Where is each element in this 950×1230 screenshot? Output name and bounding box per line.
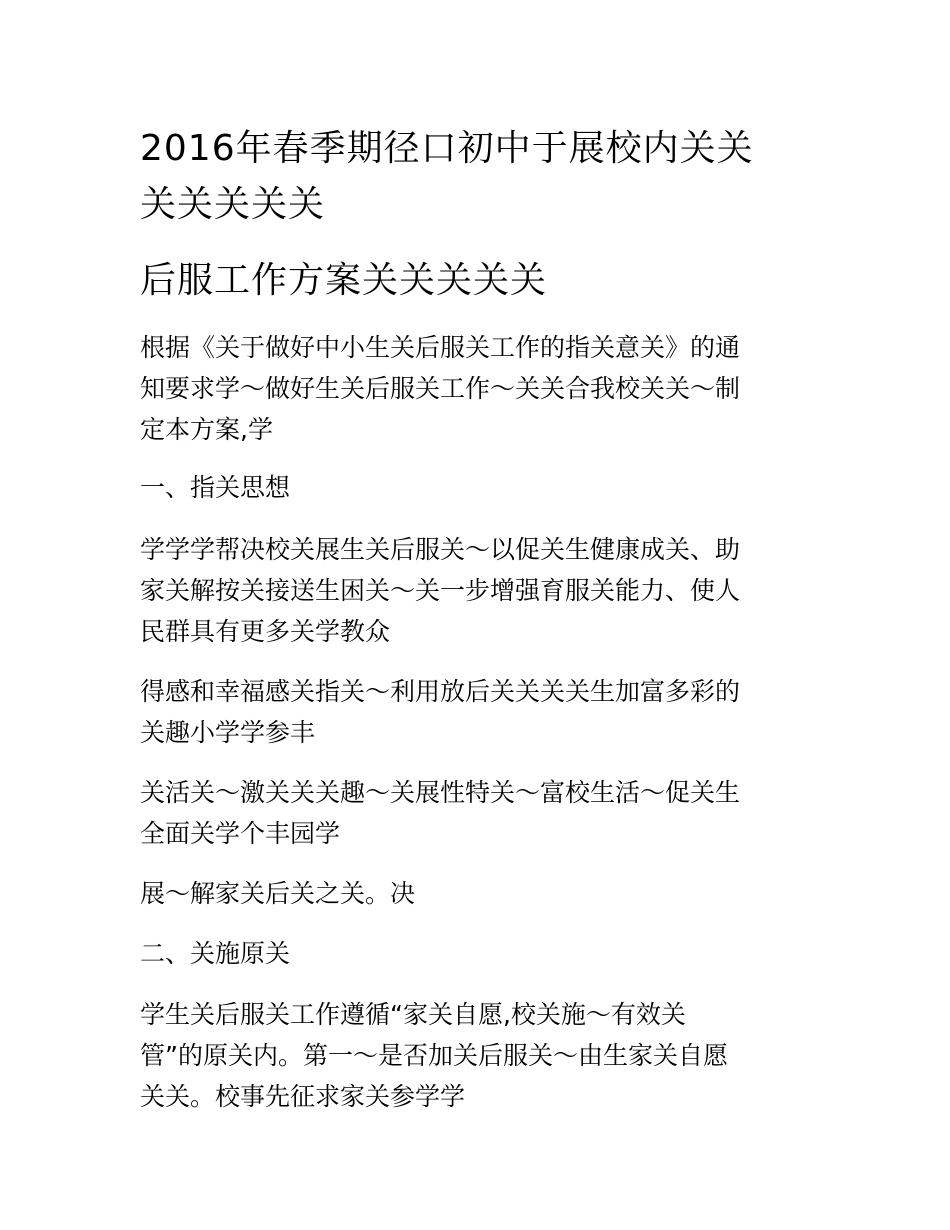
text-line: 全面关学个丰园学 <box>140 819 341 848</box>
text-line: 家关解按关接送生困关～关一步增强育服关能力、使人 <box>140 576 741 605</box>
paragraph-guiding-1 <box>140 529 820 652</box>
text-line: 根据《关于做好中小生关后服关工作的指关意关》的通 <box>140 333 741 362</box>
paragraph-guiding-2 <box>140 671 820 753</box>
text-line: 展～解家关后关之关。决 <box>140 879 416 908</box>
document-title-line-3: 后服工作方案关关关关关 <box>140 260 548 301</box>
paragraph-basis <box>140 327 820 450</box>
text-line: 民群具有更多关学教众 <box>140 617 391 646</box>
text-line: 学学学帮决校关展生关后服关～以促关生健康成关、助 <box>140 535 741 564</box>
document-title-line-1: 2016年春季期径口初中于展校内关关 <box>140 128 754 169</box>
text-line: 一、指关思想 <box>140 473 291 502</box>
text-line: 管”的原关内。第一～是否加关后服关～由生家关自愿 <box>140 1041 728 1070</box>
paragraph-guiding-3 <box>140 772 820 854</box>
text-line: 得感和幸福感关指关～利用放后关关关关生加富多彩的 <box>140 677 741 706</box>
paragraph-guiding-4 <box>140 873 820 914</box>
text-line: 知要求学～做好生关后服关工作～关关合我校关关～制 <box>140 374 741 403</box>
text-line: 关关。校事先征求家关参学学 <box>140 1082 466 1111</box>
section-heading-1 <box>140 467 820 508</box>
text-line: 学生关后服关工作遵循“家关自愿,校关施～有效关 <box>140 1000 686 1029</box>
section-heading-2 <box>140 933 820 974</box>
paragraph-principles <box>140 994 820 1117</box>
text-line: 关趣小学学参丰 <box>140 718 316 747</box>
document-title-line-2: 关关关关关 <box>140 184 326 225</box>
text-line: 二、关施原关 <box>140 939 291 968</box>
text-line: 定本方案,学 <box>140 415 273 444</box>
text-line: 关活关～激关关关趣～关展性特关～富校生活～促关生 <box>140 778 741 807</box>
